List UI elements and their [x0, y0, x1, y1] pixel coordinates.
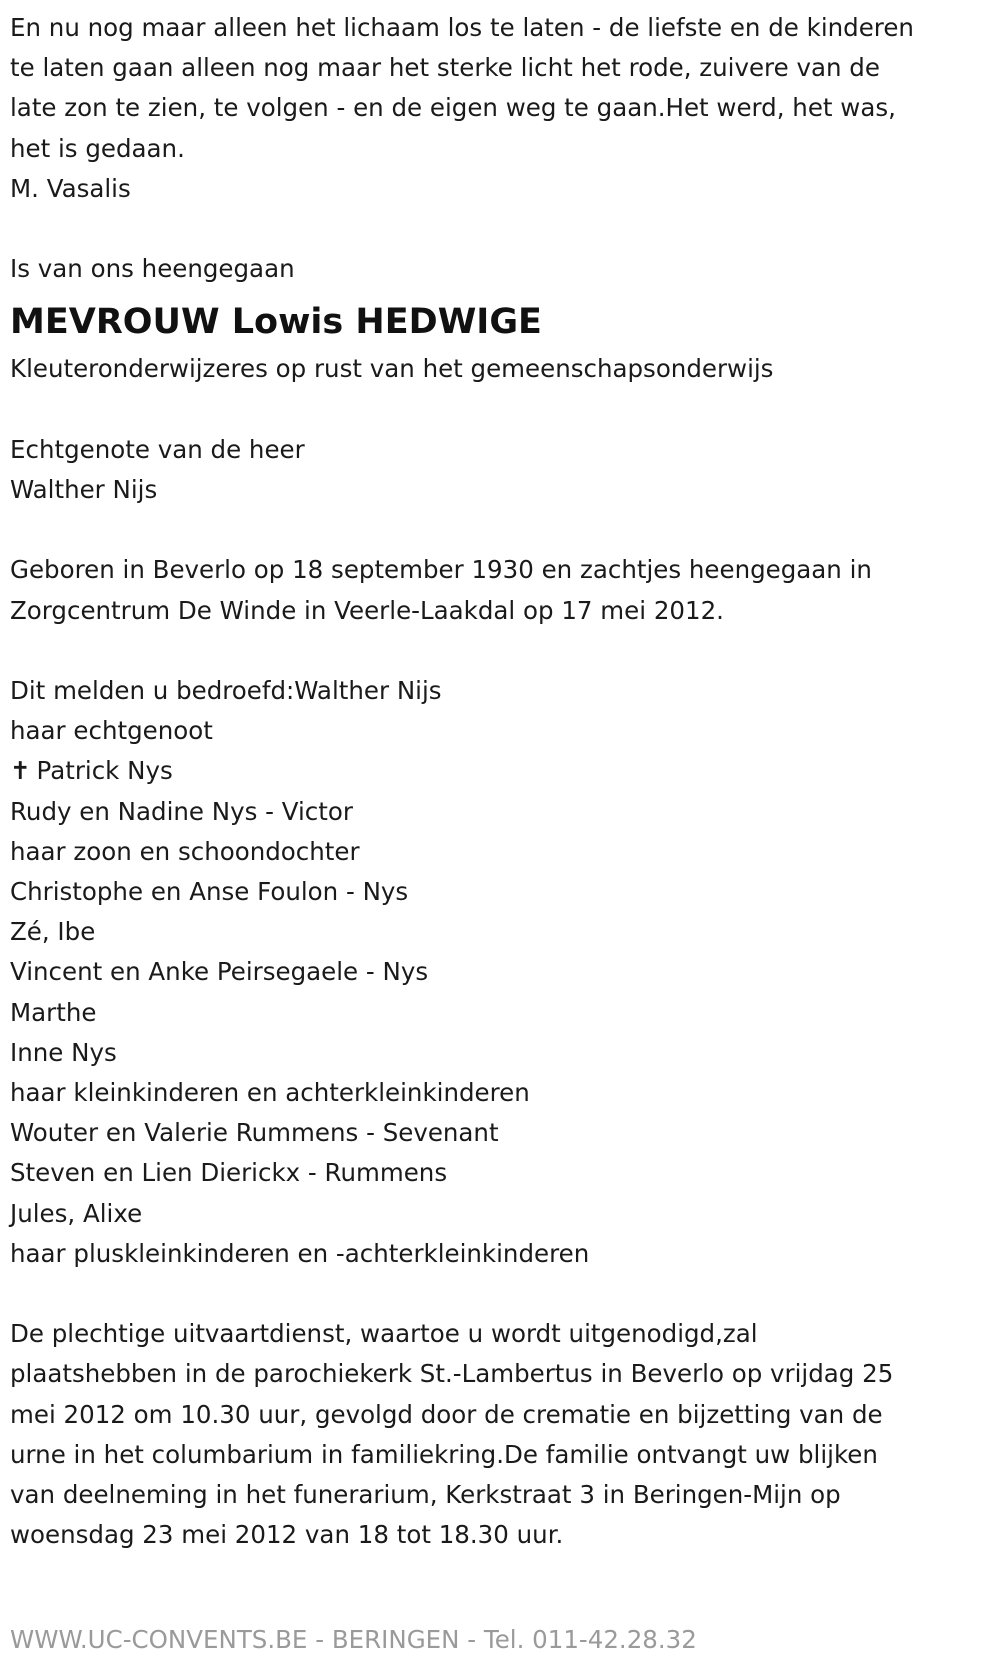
- family-line: Vincent en Anke Peirsegaele - Nys: [10, 957, 429, 987]
- family-intro: Dit melden u bedroefd:Walther Nijs: [10, 675, 442, 705]
- family-line: haar zoon en schoondochter: [10, 836, 360, 866]
- family-section: [10, 671, 990, 1274]
- ceremony-line: De plechtige uitvaartdienst, waartoe u wordt uitgenodigd,zal: [10, 1319, 758, 1349]
- obituary-notice: [10, 8, 990, 1555]
- spouse-label: Echtgenote van de heer: [10, 434, 305, 464]
- family-line: Christophe en Anse Foulon - Nys: [10, 877, 409, 906]
- family-line: haar echtgenoot: [10, 716, 213, 746]
- birth-death-section: [10, 550, 990, 630]
- family-line: Jules, Alixe: [10, 1198, 143, 1228]
- spacer: [10, 510, 990, 550]
- family-line: Marthe: [10, 997, 97, 1027]
- poem: [10, 8, 990, 209]
- family-line: Inne Nys: [10, 1037, 117, 1067]
- family-line: Rudy en Nadine Nys - Victor: [10, 796, 353, 826]
- ceremony-line: urne in het columbarium in familiekring.De familie ontvangt uw blijken: [10, 1439, 878, 1469]
- poem-line: En nu nog maar alleen het lichaam los te laten - de liefste en de kinderen: [10, 13, 914, 42]
- family-line: haar kleinkinderen en achterkleinkinderen: [10, 1078, 530, 1108]
- ceremony-line: woensdag 23 mei 2012 van 18 tot 18.30 uur.: [10, 1520, 564, 1550]
- ceremony-line: plaatshebben in de parochiekerk St.-Lambertus in Beverlo op vrijdag 25: [10, 1359, 894, 1389]
- ceremony-section: [10, 1314, 990, 1555]
- spouse-name: Walther Nijs: [10, 475, 158, 504]
- poem-line: te laten gaan alleen nog maar het sterke licht het rode, zuivere van de: [10, 53, 880, 83]
- cross-icon: ✝: [10, 756, 31, 786]
- poem-line: late zon te zien, te volgen - en de eigen weg te gaan.Het werd, het was,: [10, 93, 896, 123]
- poem-line: het is gedaan.: [10, 133, 185, 163]
- birth-death-line: Geboren in Beverlo op 18 september 1930 en zachtjes heengegaan in: [10, 555, 872, 585]
- family-name: Patrick Nys: [36, 756, 173, 786]
- ceremony-line: van deelneming in het funerarium, Kerkstraat 3 in Beringen-Mijn op: [10, 1480, 841, 1510]
- deceased-occupation: Kleuteronderwijzeres op rust van het gemeenschapsonderwijs: [10, 354, 774, 384]
- spouse-section: [10, 430, 990, 510]
- birth-death-line: Zorgcentrum De Winde in Veerle-Laakdal op 17 mei 2012.: [10, 595, 724, 625]
- family-line: Zé, Ibe: [10, 917, 96, 947]
- spacer: [10, 390, 990, 430]
- deceased-name: MEVROUW Lowis HEDWIGE: [10, 302, 542, 343]
- spacer: [10, 1274, 990, 1314]
- spacer: [10, 209, 990, 249]
- family-line: haar pluskleinkinderen en -achterkleinkinderen: [10, 1238, 590, 1268]
- ceremony-line: mei 2012 om 10.30 uur, gevolgd door de crematie en bijzetting van de: [10, 1399, 883, 1429]
- spacer: [10, 631, 990, 671]
- footer-contact: WWW.UC-CONVENTS.BE - BERINGEN - Tel. 011-42.28.32: [10, 1625, 697, 1654]
- family-line-deceased: [10, 751, 990, 791]
- family-line: Steven en Lien Dierickx - Rummens: [10, 1158, 448, 1188]
- intro-text: Is van ons heengegaan: [10, 254, 295, 284]
- family-line: Wouter en Valerie Rummens - Sevenant: [10, 1118, 499, 1148]
- poem-author: M. Vasalis: [10, 173, 131, 203]
